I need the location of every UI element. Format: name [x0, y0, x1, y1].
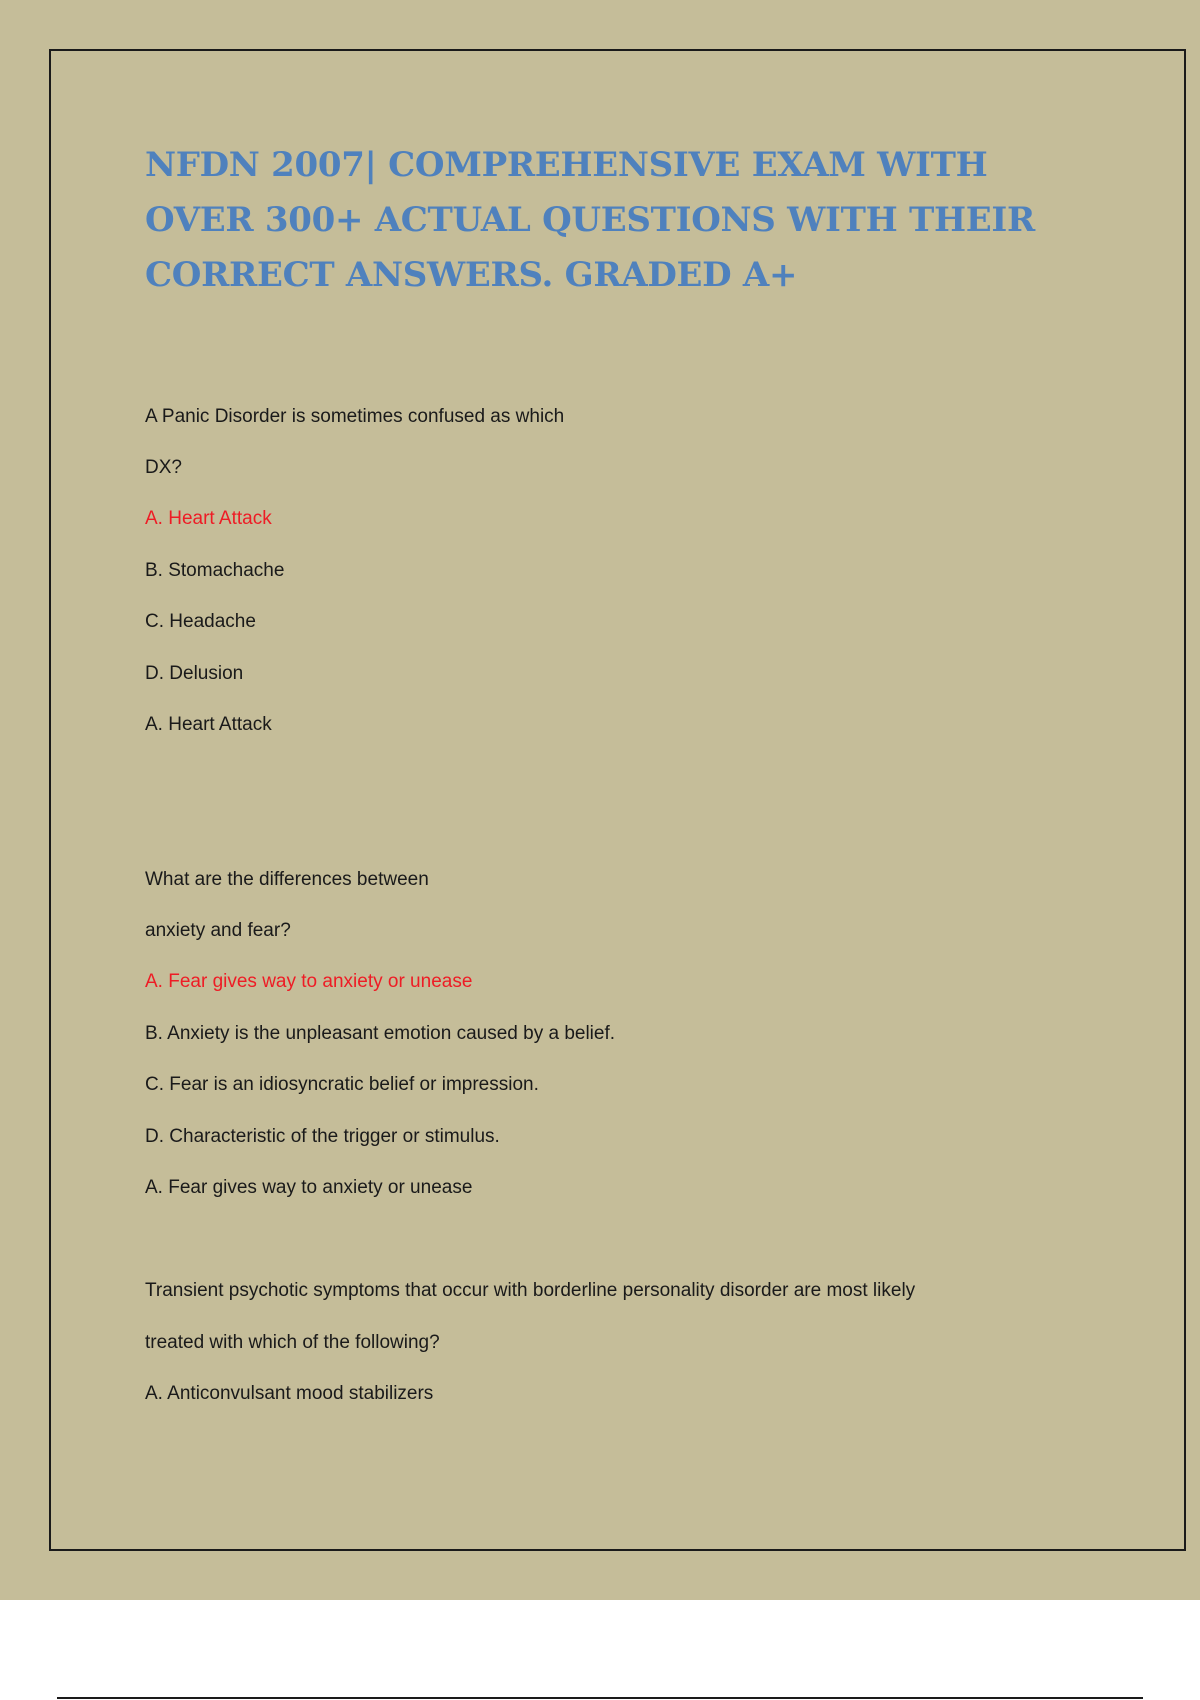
footer-divider — [57, 1697, 1143, 1699]
question-1-option-a-correct: A. Heart Attack — [145, 508, 272, 529]
document-title: NFDN 2007| COMPREHENSIVE EXAM WITH OVER 300+ ACTUAL QUESTIONS WITH THEIR CORRECT ANSWERS. GRADED A+ — [145, 145, 1035, 295]
question-2-option-c: C. Fear is an idiosyncratic belief or impression. — [145, 1074, 539, 1095]
question-2-stem-line-1: What are the differences between — [145, 869, 429, 890]
question-1-stem-line-1: A Panic Disorder is sometimes confused as which — [145, 406, 565, 427]
question-2-answer: A. Fear gives way to anxiety or unease — [145, 1177, 473, 1198]
question-3-option-a: A. Anticonvulsant mood stabilizers — [145, 1383, 434, 1404]
question-2-stem-line-2: anxiety and fear? — [145, 920, 291, 941]
question-1-answer: A. Heart Attack — [145, 714, 272, 735]
question-2-option-b: B. Anxiety is the unpleasant emotion caused by a belief. — [145, 1023, 616, 1044]
question-3-stem-line-2: treated with which of the following? — [145, 1332, 440, 1353]
question-1-stem-line-2: DX? — [145, 457, 182, 478]
question-1-option-c: C. Headache — [145, 611, 256, 632]
question-3-stem-line-1: Transient psychotic symptoms that occur with borderline personality disorder are most likely — [145, 1280, 916, 1301]
question-1-option-b: B. Stomachache — [145, 560, 285, 581]
question-1-option-d: D. Delusion — [145, 663, 244, 684]
question-2-option-d: D. Characteristic of the trigger or stimulus. — [145, 1126, 500, 1147]
question-2-option-a-correct: A. Fear gives way to anxiety or unease — [145, 971, 473, 992]
